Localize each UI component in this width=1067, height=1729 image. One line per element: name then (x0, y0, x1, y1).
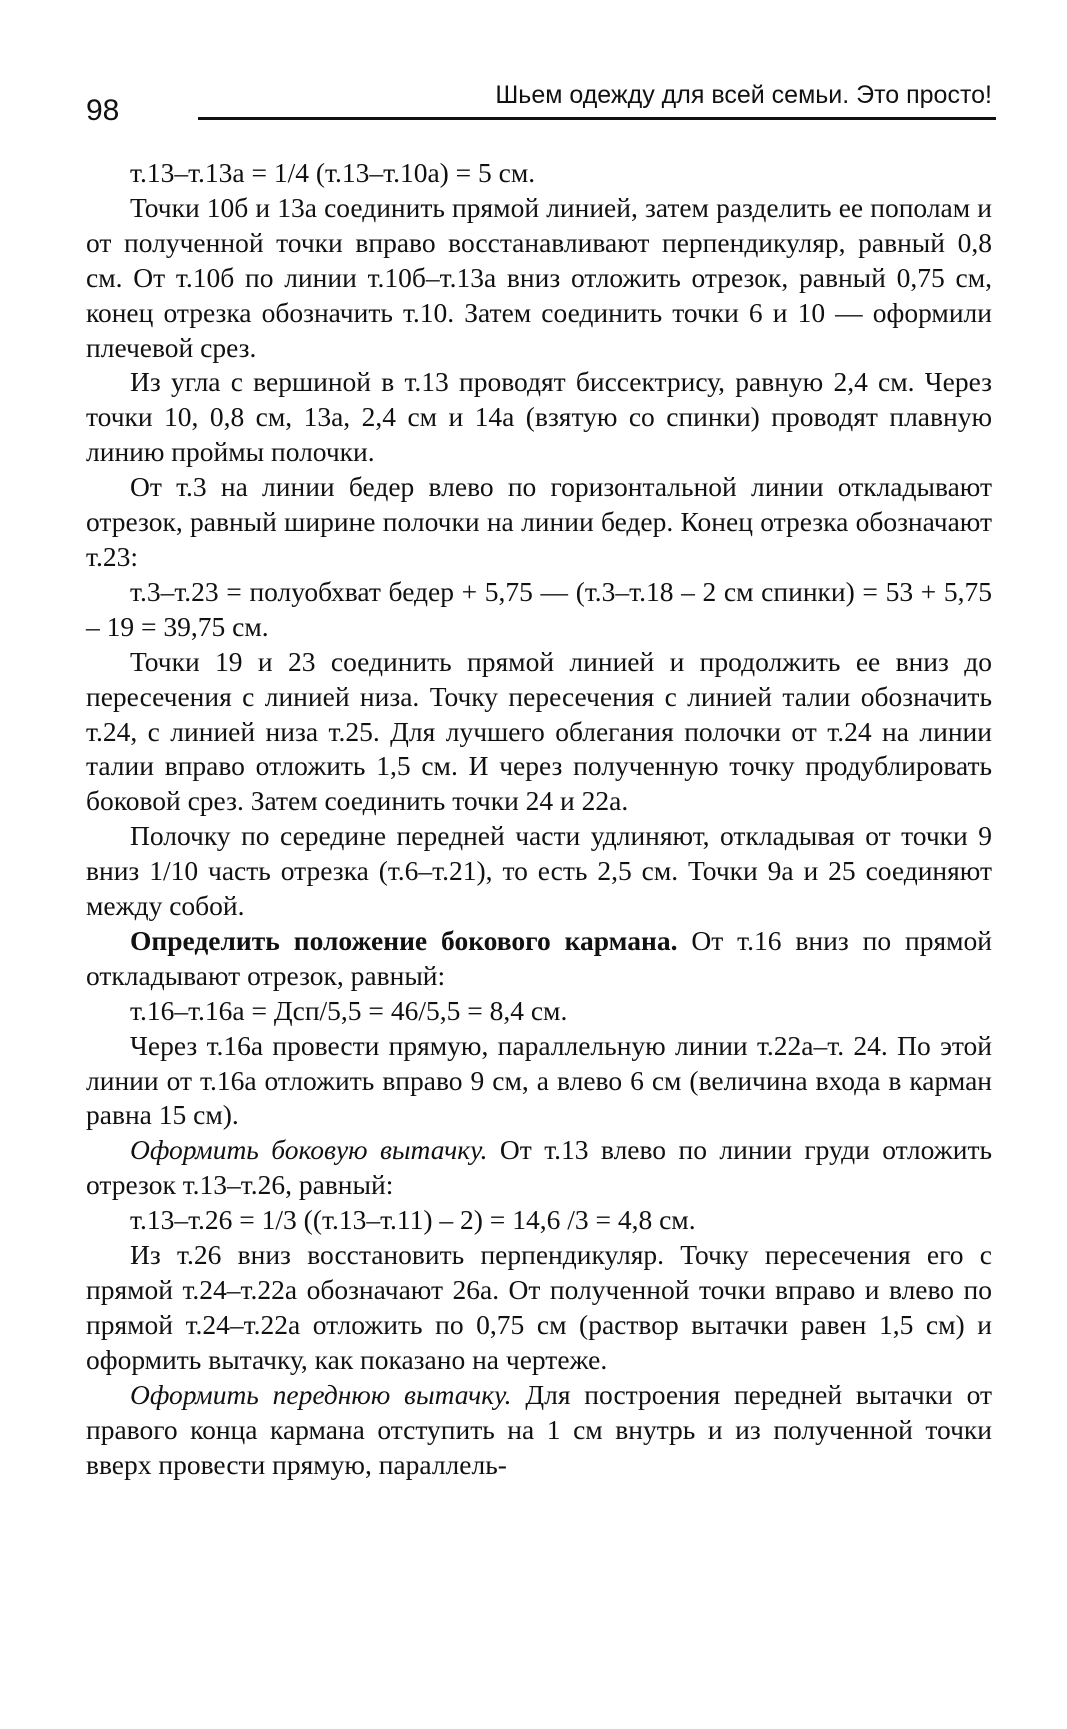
paragraph: Точки 10б и 13а соединить прямой линией, затем разделить ее пополам и от полученной точки вправо восстанавливают перпендикуляр, равный 0,8 см. От т.10б по линии т.10б–т.13а вниз отложить отрезок, равный 0,75 см, конец отрезка обозначить т.10. Затем соединить точки 6 и 10 — оформили плечевой срез. (86, 191, 992, 363)
header-rule (198, 117, 996, 120)
paragraph: Точки 19 и 23 соединить прямой линией и продолжить ее вниз до пересечения с линией низа. Точку пересечения с линией талии обозначить т.24, с линией низа т.25. Для лучшего облегания полочки от т.24 на линии талии вправо отложить 1,5 см. И через полученную точку продублировать боковой срез. Затем соединить точки 24 и 22а. (86, 645, 992, 817)
paragraph: Оформить боковую вытачку. От т.13 влево по линии груди отложить отрезок т.13–т.26, равный: (86, 1134, 992, 1201)
paragraph: т.13–т.26 = 1/3 ((т.13–т.11) – 2) = 14,6 /3 = 4,8 см. (130, 1204, 696, 1236)
page-header (86, 74, 996, 127)
paragraph: т.13–т.13а = 1/4 (т.13–т.10а) = 5 см. (130, 157, 536, 188)
paragraph: Из т.26 вниз восстановить перпендикуляр. Точку пересечения его с прямой т.24–т.22а обозначают 26а. От полученной точки вправо и влево по прямой т.24–т.22а отложить по 0,75 см (раствор вытачки равен 1,5 см) и оформить вытачку, как показано на чертеже. (86, 1239, 992, 1375)
paragraph: Полочку по середине передней части удлиняют, откладывая от точки 9 вниз 1/10 часть отрезка (т.6–т.21), то есть 2,5 см. Точки 9а и 25 соединяют между собой. (86, 820, 992, 922)
italic-lead-in: Оформить боковую вытачку. (130, 1134, 488, 1166)
paragraph: Через т.16а провести прямую, параллельную линии т.22а–т. 24. По этой линии от т.16а отложить вправо 9 см, а влево 6 см (величина входа в карман равна 15 см). (86, 1029, 992, 1131)
paragraph: Оформить переднюю вытачку. Для построения передней вытачки от правого конца кармана отступить на 1 см внутрь и из полученной точки вверх провести прямую, параллель- (86, 1378, 992, 1480)
italic-lead-in: Оформить переднюю вытачку. (130, 1378, 512, 1410)
paragraph: Определить положение бокового кармана. От т.16 вниз по прямой откладывают отрезок, равный: (86, 924, 992, 991)
page-number: 98 (86, 94, 120, 127)
running-title: Шьем одежду для всей семьи. Это просто! (495, 81, 992, 109)
bold-lead-in: Определить положение бокового кармана. (130, 924, 678, 956)
paragraph: Из угла с вершиной в т.13 проводят биссектрису, равную 2,4 см. Через точки 10, 0,8 см, 13а, 2,4 см и 14а (взятую со спинки) проводят плавную линию проймы полочки. (86, 366, 992, 468)
body-text (86, 156, 992, 1482)
paragraph: От т.3 на линии бедер влево по горизонтальной линии откладывают отрезок, равный ширине полочки на линии бедер. Конец отрезка обозначают т.23: (86, 471, 992, 572)
paragraph: т.3–т.23 = полуобхват бедер + 5,75 — (т.3–т.18 – 2 см спинки) = 53 + 5,75 – 19 = 39,75 см. (86, 575, 992, 642)
paragraph: т.16–т.16а = Дсп/5,5 = 46/5,5 = 8,4 см. (130, 994, 568, 1026)
